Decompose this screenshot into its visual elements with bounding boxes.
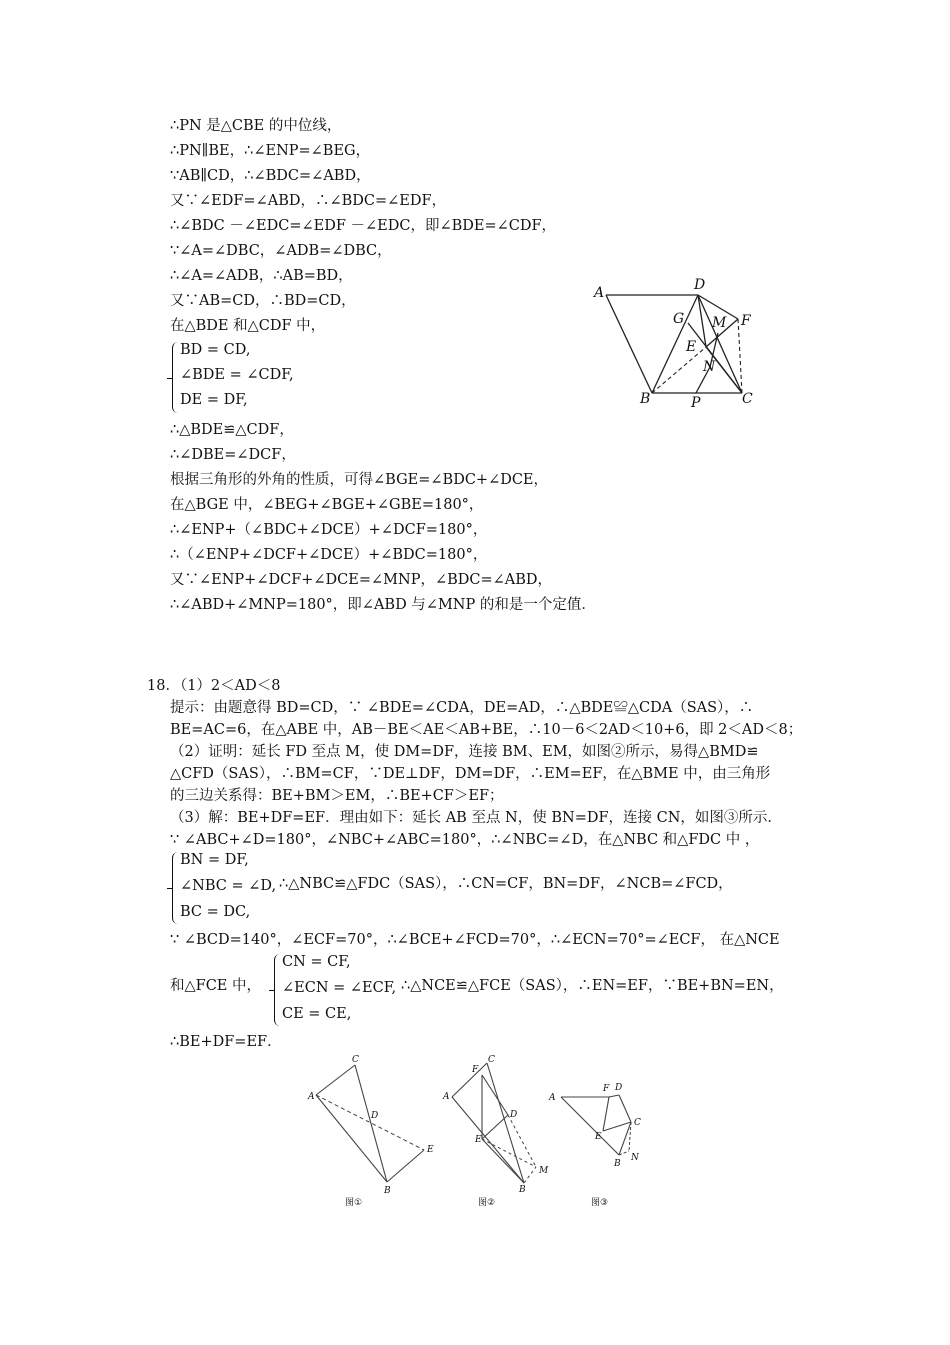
q18-conclusion: ∴BE+DF=EF． (170, 1034, 282, 1050)
caption-1: 图① (345, 1198, 363, 1208)
label-C: C (488, 1055, 495, 1065)
label-D: D (510, 1110, 518, 1120)
segment-AB (316, 1095, 387, 1182)
brace (172, 342, 179, 413)
system3-prefix: 和△FCE 中， (170, 978, 261, 994)
dashed-BM (524, 1167, 536, 1183)
proof-line: ∴PN 是△CBE 的中位线， (170, 118, 342, 134)
caption-2: 图② (478, 1198, 496, 1208)
system-row: BD = CD, (180, 342, 251, 358)
label-E: E (686, 339, 697, 355)
q18-line: ∵ ∠ABC+∠D=180°，∠NBC+∠ABC=180°，∴∠NBC=∠D，在△NBC 和△FDC 中 ， (170, 832, 760, 848)
segment-FE (603, 1097, 609, 1131)
label-A: A (594, 285, 605, 301)
brace (274, 954, 281, 1026)
label-N: N (631, 1153, 639, 1163)
system-row: BN = DF, (180, 852, 249, 868)
label-D: D (371, 1111, 379, 1121)
segment-AB (606, 295, 652, 393)
proof-line: ∴∠A=∠ADB，∴AB=BD， (170, 268, 353, 284)
equation-system-1 (172, 340, 332, 415)
label-F: F (603, 1084, 610, 1094)
q18-heading: 18．（1）2＜AD＜8 (147, 678, 281, 694)
segment-AB (561, 1097, 619, 1155)
brace (172, 852, 179, 924)
proof-line: 又∵∠EDF=∠ABD，∴∠BDC=∠EDF， (170, 193, 447, 209)
proof-line: 在△BDE 和△CDF 中， (170, 318, 326, 334)
q18-line: （3）解：BE+DF=EF．理由如下：延长 AB 至点 N，使 BN=DF，连接 CN，如图③所示． (170, 810, 782, 826)
label-F: F (741, 313, 751, 329)
dashed-AE (316, 1095, 424, 1150)
label-P: P (691, 395, 701, 411)
proof-line: ∴∠ENP+（∠BDC+∠DCE）+∠DCF=180°， (170, 522, 488, 538)
system-row: CN = CF, (282, 954, 351, 970)
proof-line: ∴△BDE≌△CDF， (170, 422, 294, 438)
system-row: ∠NBC = ∠D, (180, 878, 277, 894)
proof-line: ∴（∠ENP+∠DCF+∠DCE）+∠BDC=180°， (170, 547, 488, 563)
system-row: BC = DC, (180, 904, 251, 920)
equation-system-3 (274, 952, 404, 1028)
proof-line: ∵∠A=∠DBC，∠ADB=∠DBC， (170, 243, 392, 259)
label-A: A (443, 1092, 450, 1102)
label-B: B (384, 1186, 391, 1196)
label-E: E (475, 1135, 482, 1145)
proof-line: ∵AB∥CD，∴∠BDC=∠ABD， (170, 168, 371, 184)
segment-BE (387, 1150, 424, 1182)
label-C: C (352, 1055, 359, 1065)
label-N: N (703, 359, 716, 375)
label-C: C (634, 1118, 641, 1128)
label-M: M (539, 1166, 549, 1176)
proof-line: ∴∠BDC －∠EDC=∠EDF －∠EDC，即∠BDE=∠CDF， (170, 218, 557, 234)
system-row: ∠ECN = ∠ECF, (282, 980, 397, 996)
proof-line: 又∵∠ENP+∠DCF+∠DCE=∠MNP，∠BDC=∠ABD， (170, 572, 553, 588)
system-row: ∠BDE = ∠CDF, (180, 367, 294, 383)
segment-ED (482, 1115, 508, 1139)
label-E: E (427, 1145, 434, 1155)
geometry-figure-1 (590, 275, 770, 415)
q18-line: △CFD（SAS），∴BM=CF，∵DE⊥DF，DM=DF，∴EM=EF，在△BME 中，由三角形 (170, 766, 771, 782)
q18-line: BE=AC=6，在△ABE 中，AB－BE＜AE＜AB+BE，∴10－6＜2AD＜10+6，即 2＜AD＜8； (170, 722, 803, 738)
dashed-FC (738, 319, 742, 393)
segment-EC (603, 1122, 631, 1131)
label-D: D (615, 1083, 623, 1093)
dashed-BE (652, 347, 706, 393)
segment-AC (316, 1065, 355, 1095)
label-B: B (640, 391, 651, 407)
label-B: B (519, 1185, 526, 1195)
proof-line: ∴∠DBE=∠DCF， (170, 447, 296, 463)
segment-CB (487, 1063, 524, 1183)
segment-FD (482, 1075, 508, 1115)
label-A: A (549, 1093, 556, 1103)
proof-line: 又∵AB=CD，∴BD=CD， (170, 293, 356, 309)
caption-3: 图③ (591, 1198, 609, 1208)
label-M: M (712, 315, 727, 331)
equation-system-2 (172, 850, 282, 926)
figure-1-small (300, 1055, 450, 1215)
q18-line: 的三边关系得：BE+BM＞EM，∴BE+CF＞EF； (170, 788, 504, 804)
system-row: CE = CE, (282, 1006, 352, 1022)
system3-conclusion: ∴△NCE≌△FCE（SAS），∴EN=EF，∵BE+BN=EN， (401, 978, 784, 994)
segment-BC (619, 1122, 631, 1155)
q18-line: 提示：由题意得 BD=CD，∵ ∠BDE=∠CDA，DE=AD，∴△BDE≌△CDA（SAS），∴ (170, 700, 754, 716)
label-E: E (595, 1132, 602, 1142)
proof-line: 根据三角形的外角的性质，可得∠BGE=∠BDC+∠DCE， (170, 472, 549, 488)
label-D: D (694, 277, 706, 293)
label-A: A (308, 1092, 315, 1102)
proof-line: ∴PN∥BE，∴∠ENP=∠BEG， (170, 143, 371, 159)
label-F: F (472, 1065, 479, 1075)
label-G: G (673, 311, 685, 327)
segment-FD (609, 1095, 619, 1097)
figure-3-small (545, 1075, 655, 1215)
figure-2-small (440, 1055, 560, 1215)
segment-DC (619, 1095, 631, 1122)
q18-line: ∵ ∠BCD=140°，∠ECF=70°，∴∠BCE+∠FCD=70°，∴∠ECN=70°=∠ECF， 在△NCE (170, 932, 780, 948)
label-B: B (614, 1159, 621, 1169)
system2-conclusion: ∴△NBC≌△FDC（SAS），∴CN=CF，BN=DF，∠NCB=∠FCD， (279, 876, 733, 892)
segment-CB (355, 1065, 387, 1182)
label-C: C (742, 391, 753, 407)
q18-line: （2）证明：延长 FD 至点 M，使 DM=DF，连接 BM、EM，如图②所示，易得△BMD≌ (170, 744, 759, 760)
proof-line: ∴∠ABD+∠MNP=180°，即∠ABD 与∠MNP 的和是一个定值． (170, 597, 596, 613)
proof-line: 在△BGE 中，∠BEG+∠BGE+∠GBE=180°， (170, 497, 484, 513)
system-row: DE = DF, (180, 392, 248, 408)
